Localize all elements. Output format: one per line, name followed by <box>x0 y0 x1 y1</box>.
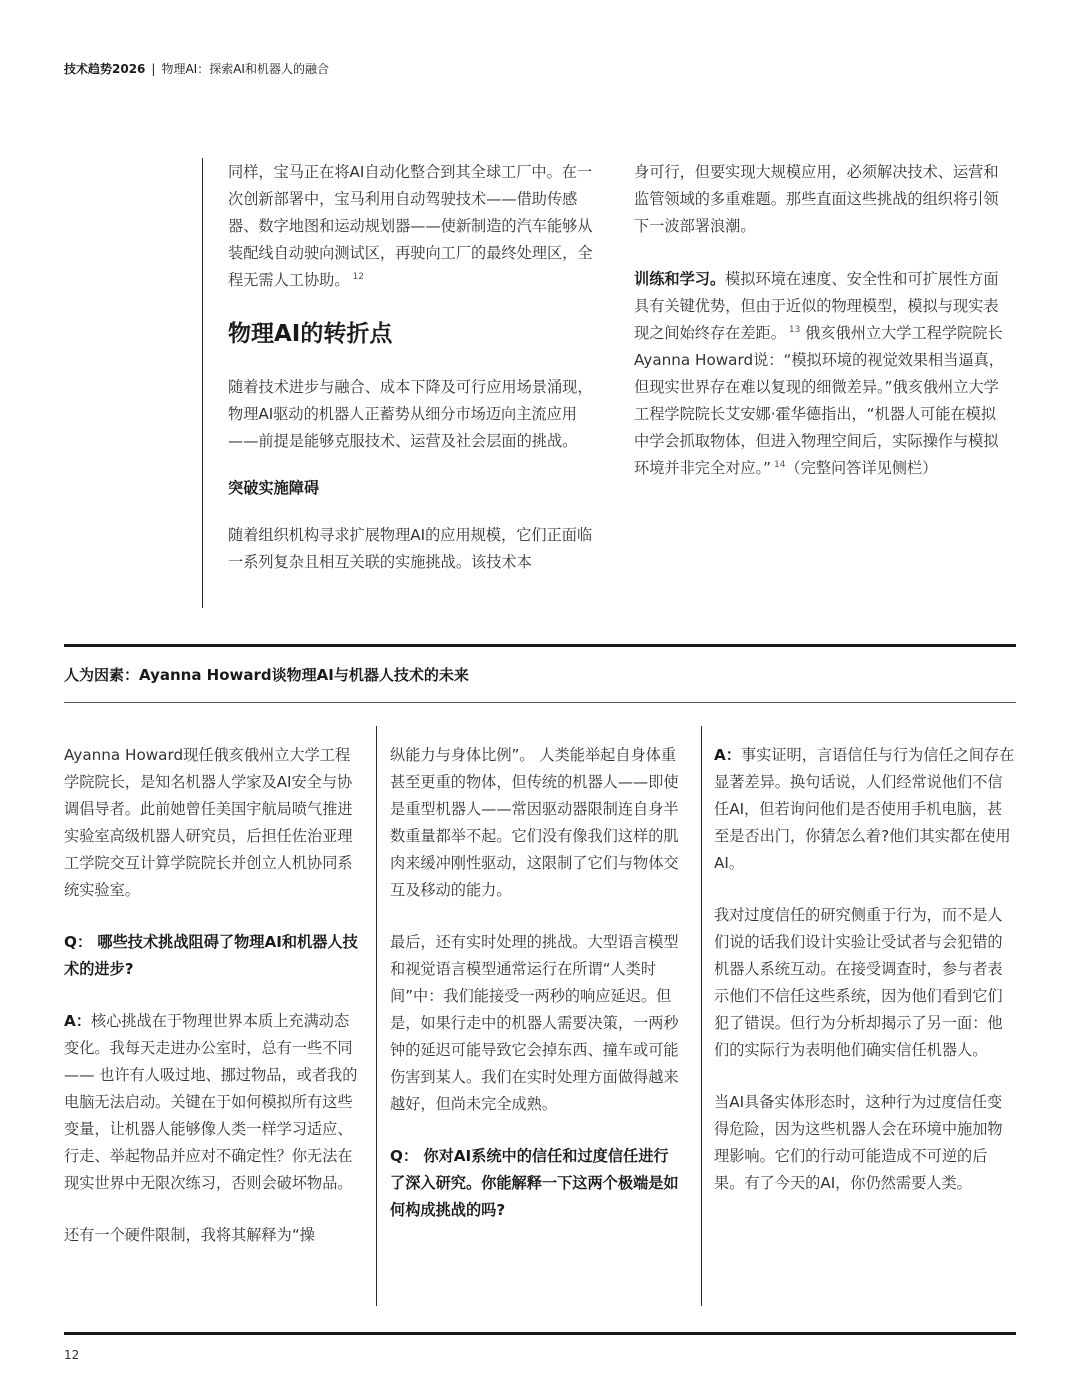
article-column-1 <box>228 159 598 576</box>
question: Q： 哪些技术挑战阻碍了物理AI和机器人技术的进步? <box>64 933 358 978</box>
answer-continued: 当AI具备实体形态时，这种行为过度信任变得危险，因为这些机器人会在环境中施加物理影响。它们的行动可能造成不可逆的后果。有了今天的AI，你仍然需要人类。 <box>714 1093 1003 1192</box>
subsection-heading: 突破实施障碍 <box>228 479 320 497</box>
body-paragraph: 同样，宝马正在将AI自动化整合到其全球工厂中。在一次创新部署中，宝马利用自动驾驶技术——借助传感器、数字地图和运动规划器——使新制造的汽车能够从装配线自动驶向测试区，再驶向工厂的最终处理区，全程无需人工协助。 $^{12}$ <box>228 163 593 289</box>
report-series: 技术趋势2026 <box>64 62 146 76</box>
running-header <box>64 60 329 77</box>
header-separator: | <box>151 62 156 76</box>
sidebar-column-2 <box>390 742 682 1249</box>
footnote-ref: 14 <box>773 459 786 470</box>
footer-rule <box>64 1332 1016 1335</box>
answer-continued: 最后，还有实时处理的挑战。大型语言模型和视觉语言模型通常运行在所谓“人类时间”中：我们能接受一两秒的响应延迟。但是，如果行走中的机器人需要决策，一两秒钟的延迟可能导致它会掉东西、撞车或可能伤害到某人。我们在实时处理方面做得越来越好，但尚未完全成熟。 <box>390 933 679 1113</box>
body-paragraph: 随着技术进步与融合、成本下降及可行应用场景涌现，物理AI驱动的机器人正蓄势从细分市场迈向主流应用——前提是能够克服技术、运营及社会层面的挑战。 <box>228 378 593 450</box>
page-number: 12 <box>64 1348 80 1362</box>
article-divider-left <box>202 158 203 608</box>
report-title: 物理AI：探索AI和机器人的融合 <box>161 62 329 76</box>
answer: A：核心挑战在于物理世界本质上充满动态变化。我每天走进办公室时，总有一些不同—— 也许有人吸过地、挪过物品，或者我的电脑无法启动。关键在于如何模拟所有这些变量，让机器人能够像人类一样学习适应、行走、举起物品并应对不确定性？你无法在现实世界中无限次练习，否则会破坏物品。 <box>64 1012 358 1192</box>
sidebar-divider-2 <box>701 726 702 1306</box>
question: Q： 你对AI系统中的信任和过度信任进行了深入研究。你能解释一下这两个极端是如何构成挑战的吗? <box>390 1147 679 1219</box>
sidebar-title-rule <box>64 702 1016 703</box>
answer: A：事实证明，言语信任与行为信任之间存在显著差异。换句话说，人们经常说他们不信任AI，但若询问他们是否使用手机电脑，甚至是否出门，你猜怎么着?他们其实都在使用AI。 <box>714 746 1015 872</box>
footnote-ref: 13 <box>788 324 801 335</box>
sidebar-column-3 <box>714 742 1016 1222</box>
sidebar-top-rule <box>64 644 1016 647</box>
sidebar-divider-1 <box>376 726 377 1306</box>
body-paragraph: 身可行，但要实现大规模应用，必须解决技术、运营和监管领域的多重难题。那些直面这些挑战的组织将引领下一波部署浪潮。 <box>634 163 999 235</box>
sidebar-column-1 <box>64 742 364 1274</box>
body-paragraph: 随着组织机构寻求扩展物理AI的应用规模，它们正面临一系列复杂且相互关联的实施挑战。该技术本 <box>228 526 593 571</box>
sidebar-title: 人为因素：Ayanna Howard谈物理AI与机器人技术的未来 <box>64 666 469 684</box>
interviewee-bio: Ayanna Howard现任俄亥俄州立大学工程学院院长，是知名机器人学家及AI安全与协调倡导者。此前她曾任美国宇航局喷气推进实验室高级机器人研究员，后担任佐治亚理工学院交互计算学院院长并创立人机协同系统实验室。 <box>64 746 353 899</box>
article-column-2 <box>634 159 1008 482</box>
body-paragraph: 训练和学习。模拟环境在速度、安全性和可扩展性方面具有关键优势，但由于近似的物理模型，模拟与现实表现之间始终存在差距。 $^{13}$ 俄亥俄州立大学工程学院院长Ayanna Howard说：“模拟环境的视觉效果相当逼真，但现实世界存在难以复现的细微差异。”俄亥俄州立大学工程学院院长艾安娜·霍华德指出，“机器人可能在模拟中学会抓取物体，但进入物理空间后，实际操作与模拟环境并非完全对应。” $^{14}$（完整问答详见侧栏） <box>634 270 1004 477</box>
footnote-ref: 12 <box>352 271 364 282</box>
section-heading: 物理AI的转折点 <box>228 321 393 347</box>
answer-continued: 我对过度信任的研究侧重于行为，而不是人们说的话我们设计实验让受试者与会犯错的机器人系统互动。在接受调查时，参与者表示他们不信任这些系统，因为他们看到它们犯了错误。但行为分析却揭示了另一面：他们的实际行为表明他们确实信任机器人。 <box>714 906 1003 1059</box>
answer-continued: 还有一个硬件限制，我将其解释为“操 <box>64 1226 315 1244</box>
lead-in: 训练和学习。 <box>634 270 726 288</box>
answer-continued: 纵能力与身体比例”。 人类能举起自身体重甚至更重的物体，但传统的机器人——即使是重型机器人——常因驱动器限制连自身半数重量都举不起。它们没有像我们这样的肌肉来缓冲刚性驱动，这限制了它们与物体交互及移动的能力。 <box>390 746 679 899</box>
